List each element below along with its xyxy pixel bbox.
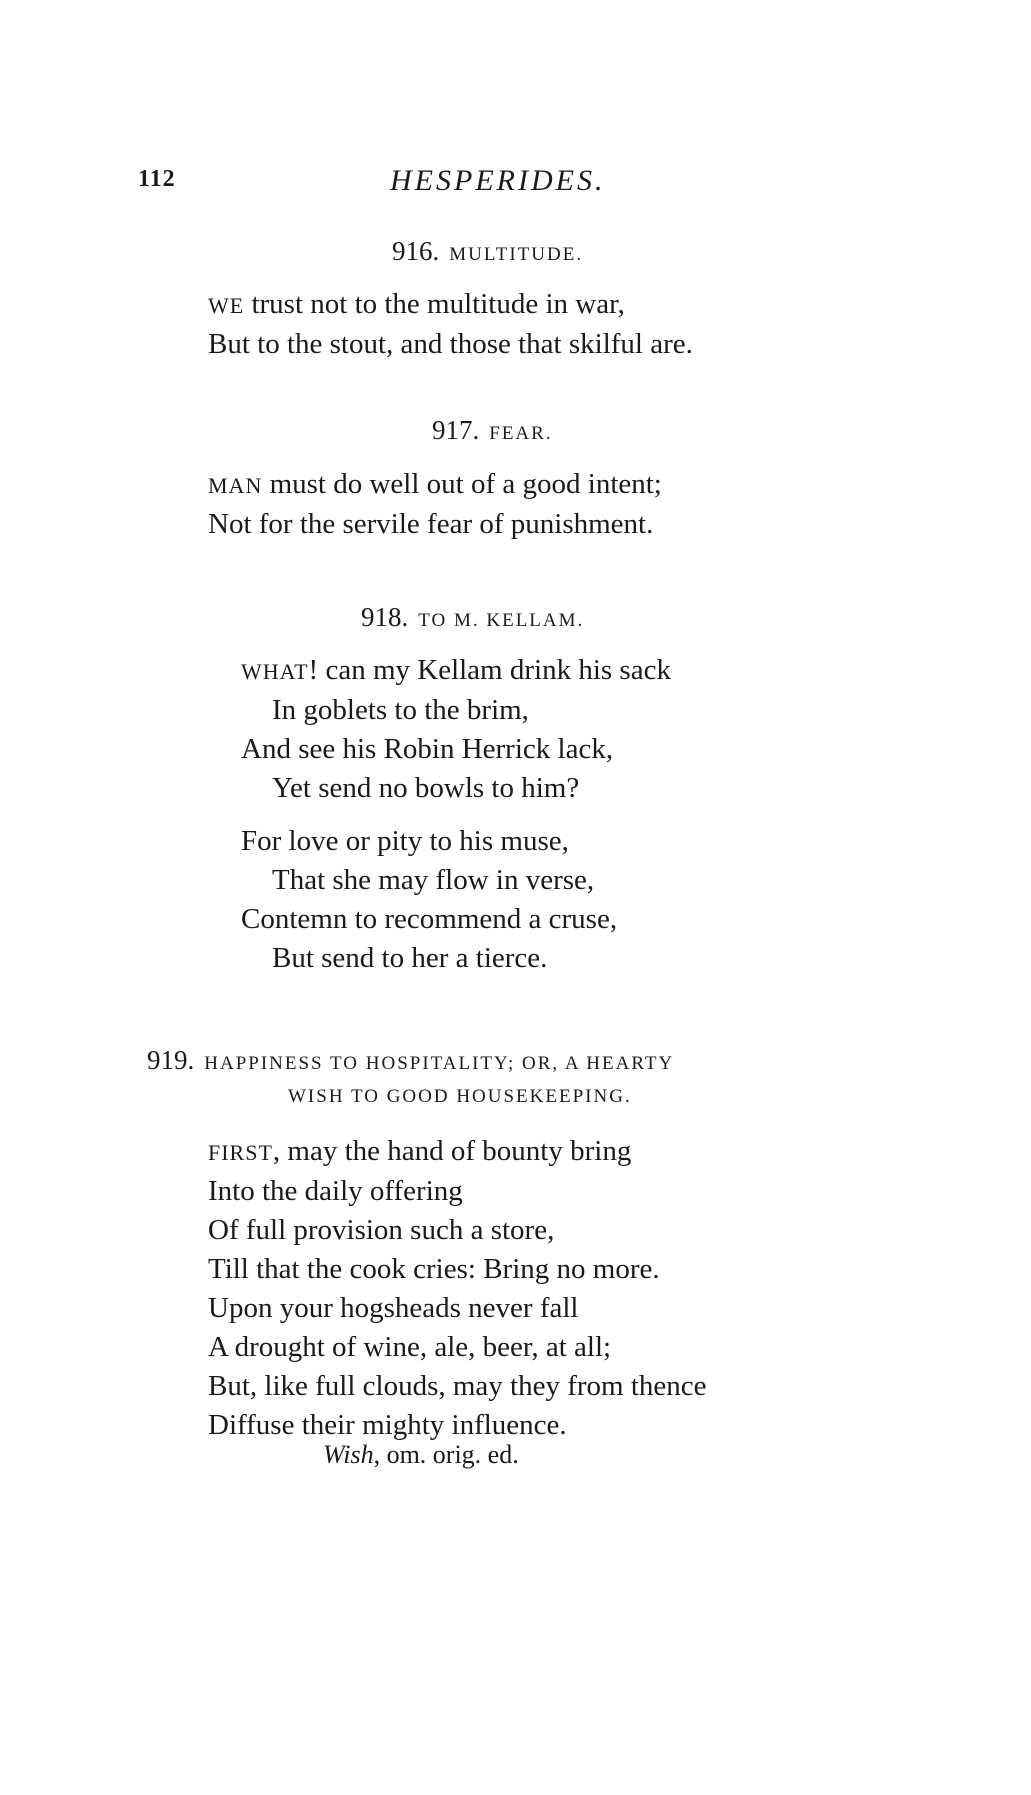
verse-line: Till that the cook cries: Bring no more.: [208, 1253, 660, 1285]
verse-line: WE trust not to the multitude in war,: [208, 288, 625, 320]
poem-917-body: [208, 465, 662, 544]
poem-917-heading: [432, 415, 553, 446]
verse-line: MAN must do well out of a good intent;: [208, 468, 662, 500]
verse-line: Diffuse their mighty influence.: [208, 1409, 567, 1441]
verse-line: Yet send no bowls to him?: [272, 772, 580, 804]
page-number: 112: [138, 166, 176, 192]
verse-line: But send to her a tierce.: [272, 942, 548, 974]
verse-line: A drought of wine, ale, beer, at all;: [208, 1331, 612, 1363]
footnote-text: , om. orig. ed.: [373, 1440, 519, 1469]
verse-line: In goblets to the brim,: [272, 694, 529, 726]
poem-number: 919.: [147, 1045, 195, 1075]
poem-916-heading: [392, 236, 583, 267]
verse-line: But, like full clouds, may they from thence: [208, 1370, 707, 1402]
verse-line: And see his Robin Herrick lack,: [241, 733, 614, 765]
poem-title: MULTITUDE.: [449, 244, 584, 265]
poem-title: FEAR.: [489, 423, 553, 444]
poem-title: TO M. KELLAM.: [418, 610, 585, 631]
poem-918-stanza-1: [241, 651, 671, 808]
poem-919-heading: [147, 1045, 674, 1076]
poem-916-body: [208, 285, 693, 364]
verse-line: Of full provision such a store,: [208, 1214, 555, 1246]
verse-line: For love or pity to his muse,: [241, 825, 569, 857]
verse-line: FIRST, may the hand of bounty bring: [208, 1135, 632, 1167]
verse-line: Not for the servile fear of punishment.: [208, 508, 654, 540]
poem-title-line-1: HAPPINESS TO HOSPITALITY; OR, A HEARTY: [204, 1053, 675, 1074]
poem-number: 917.: [432, 415, 480, 445]
verse-line: Contemn to recommend a cruse,: [241, 903, 618, 935]
footnote: [323, 1440, 519, 1470]
poem-919-body: [208, 1132, 707, 1445]
running-head: HESPERIDES.: [390, 164, 606, 197]
poem-918-heading: [361, 602, 584, 633]
verse-line: WHAT! can my Kellam drink his sack: [241, 654, 671, 686]
poem-number: 916.: [392, 236, 440, 266]
poem-number: 918.: [361, 602, 409, 632]
verse-line: But to the stout, and those that skilful are.: [208, 328, 693, 360]
poem-918-stanza-2: [241, 822, 617, 978]
poem-919-heading-line-2: WISH TO GOOD HOUSEKEEPING.: [288, 1086, 632, 1107]
footnote-word: Wish: [323, 1440, 374, 1469]
verse-line: Upon your hogsheads never fall: [208, 1292, 579, 1324]
verse-line: That she may flow in verse,: [272, 864, 595, 896]
verse-line: Into the daily offering: [208, 1175, 463, 1207]
